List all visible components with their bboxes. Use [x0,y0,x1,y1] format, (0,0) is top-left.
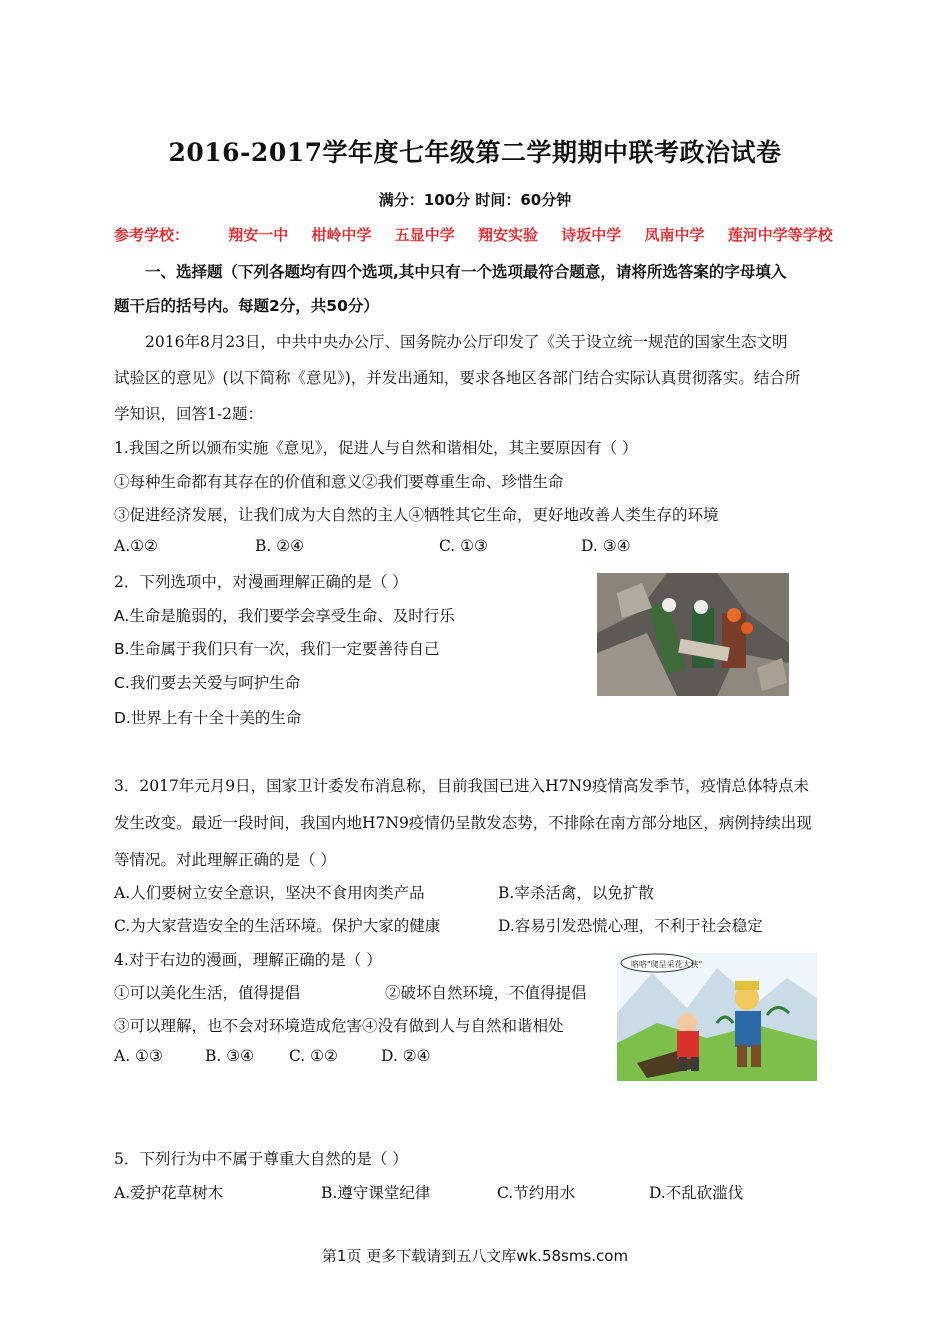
q1-statements-2: ③促进经济发展，让我们成为大自然的主人④牺牲其它生命，更好地改善人类生存的环境 [114,506,719,524]
q4-option-a: A. ①③ [114,1047,163,1065]
school-item: 翔安实验 [478,226,539,244]
q1-option-c: C. ①③ [439,537,488,555]
q1-option-d: D. ③④ [581,537,631,555]
q3-option-a: A.人们要树立安全意识，坚决不食用肉类产品 [114,884,425,902]
q3-option-b: B.宰杀活禽，以免扩散 [498,884,654,902]
q4-option-c: C. ①② [289,1047,338,1065]
q4-option-b: B. ③④ [205,1047,255,1065]
q5-option-d: D.不乱砍滥伐 [649,1184,744,1202]
score-time-line: 满分：100分 时间：60分钟 [378,191,572,209]
q1-option-b: B. ②④ [255,537,305,555]
rescue-photo [597,573,789,696]
intro-line2: 试验区的意见》(以下简称《意见》)，并发出通知，要求各地区各部门结合实际认真贯彻落实。结合所 [114,369,801,387]
page-footer: 第1页 更多下载请到五八文库wk.58sms.com [321,1247,629,1265]
q1-option-a: A.①② [114,537,158,555]
q4-statement-2: ②破坏自然环境，不值得提倡 [385,984,587,1002]
q2-option-a: A.生命是脆弱的，我们要学会享受生命、及时行乐 [114,607,455,625]
q5-option-b: B.遵守课堂纪律 [321,1184,431,1202]
q4-stem: 4.对于右边的漫画，理解正确的是（ ） [114,951,382,969]
q2-option-c: C.我们要去关爱与呵护生命 [114,674,301,692]
q2-stem: 2．下列选项中，对漫画理解正确的是（ ） [114,573,408,591]
school-item: 莲河中学等学校 [727,226,833,244]
section-heading-line2: 题干后的括号内。每题2分，共50分） [114,297,379,315]
flower-picking-cartoon [617,953,817,1081]
q5-stem: 5．下列行为中不属于尊重大自然的是（ ） [114,1150,408,1168]
q2-option-d: D.世界上有十全十美的生命 [114,709,302,727]
q3-line3: 等情况。对此理解正确的是（ ） [114,851,336,869]
cartoon-graphic [617,953,817,1081]
page-title: 2016-2017学年度七年级第二学期期中联考政治试卷 [168,138,782,167]
cartoon-caption: 咯咯"爬呈采花大侠" [631,960,703,969]
school-item: 诗坂中学 [561,226,622,244]
section-heading-line1: 一、选择题（下列各题均有四个选项,其中只有一个选项最符合题意，请将所选答案的字母填入 [145,263,787,281]
intro-line1: 2016年8月23日，中共中央办公厅、国务院办公厅印发了《关于设立统一规范的国家生态文明 [145,333,788,351]
q1-statements-1: ①每种生命都有其存在的价值和意义②我们要尊重生命、珍惜生命 [114,473,564,491]
school-item: 柑岭中学 [311,226,372,244]
intro-line3: 学知识，回答1-2题： [114,405,263,423]
school-item: 五显中学 [394,226,455,244]
q3-option-c: C.为大家营造安全的生活环境。保护大家的健康 [114,917,441,935]
q2-option-b: B.生命属于我们只有一次，我们一定要善待自己 [114,640,440,658]
q3-line1: 3．2017年元月9日，国家卫计委发布消息称，目前我国已进入H7N9疫情高发季节，疫情总体特点未 [114,777,809,795]
q4-option-d: D. ②④ [381,1047,431,1065]
q4-statements-3-4: ③可以理解，也不会对环境造成危害④没有做到人与自然和谐相处 [114,1017,564,1035]
rescue-photo-graphic [597,573,789,696]
q5-option-c: C.节约用水 [497,1184,576,1202]
q5-option-a: A.爱护花草树木 [114,1184,224,1202]
school-item: 凤南中学 [644,226,705,244]
schools-label: 参考学校： [114,226,190,244]
q3-line2: 发生改变。最近一段时间，我国内地H7N9疫情仍呈散发态势，不排除在南方部分地区，病例持续出现 [114,814,812,832]
q3-option-d: D.容易引发恐慌心理，不利于社会稳定 [498,917,763,935]
q4-statement-1: ①可以美化生活，值得提倡 [114,984,301,1002]
school-item: 翔安一中 [228,226,289,244]
q1-stem: 1.我国之所以颁布实施《意见》，促进人与自然和谐相处，其主要原因有（ ） [114,439,638,457]
reference-schools [114,224,851,245]
